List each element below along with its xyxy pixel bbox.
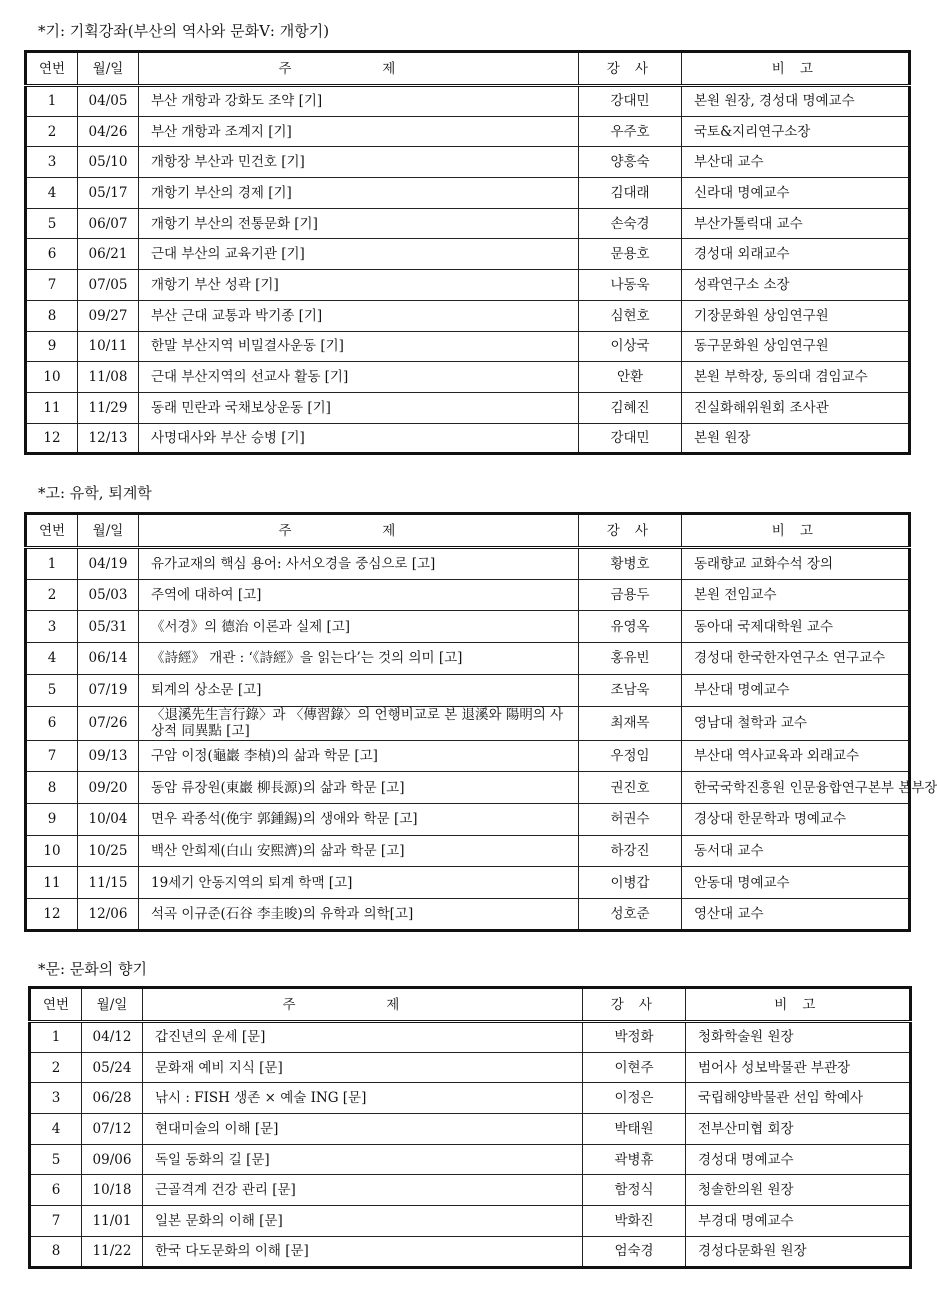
table-row [30, 1175, 911, 1206]
cell-topic: 동암 류장원(東巖 柳長源)의 삶과 학문 [고] [139, 772, 579, 804]
cell-no: 3 [26, 611, 78, 643]
cell-date: 10/18 [82, 1175, 143, 1206]
cell-date: 11/22 [82, 1236, 143, 1267]
cell-lecturer: 안환 [579, 362, 682, 393]
header-lecturer: 강 사 [579, 514, 682, 548]
table-row [26, 835, 910, 867]
cell-note: 국토&지리연구소장 [682, 116, 910, 147]
cell-note: 부산대 교수 [682, 147, 910, 178]
cell-no: 7 [30, 1206, 82, 1237]
table-row [30, 1114, 911, 1145]
cell-topic: 백산 안희제(白山 安熙濟)의 삶과 학문 [고] [139, 835, 579, 867]
cell-no: 12 [26, 423, 78, 454]
cell-date: 07/26 [78, 706, 139, 740]
cell-lecturer: 이상국 [579, 331, 682, 362]
cell-no: 5 [26, 208, 78, 239]
cell-lecturer: 김대래 [579, 178, 682, 209]
header-note: 비 고 [682, 514, 910, 548]
cell-no: 2 [30, 1052, 82, 1083]
cell-date: 12/06 [78, 899, 139, 931]
cell-lecturer: 홍유빈 [579, 643, 682, 675]
header-lecturer: 강 사 [579, 52, 682, 86]
cell-lecturer: 강대민 [579, 86, 682, 117]
cell-no: 12 [26, 899, 78, 931]
cell-date: 10/04 [78, 804, 139, 836]
cell-topic: 현대미술의 이해 [문] [143, 1114, 583, 1145]
cell-date: 11/29 [78, 392, 139, 423]
cell-topic: 부산 개항과 강화도 조약 [기] [139, 86, 579, 117]
cell-lecturer: 박태원 [583, 1114, 686, 1145]
table-row [30, 1144, 911, 1175]
table-row [26, 674, 910, 706]
cell-date: 11/15 [78, 867, 139, 899]
cell-topic: 한말 부산지역 비밀결사운동 [기] [139, 331, 579, 362]
cell-date: 10/25 [78, 835, 139, 867]
cell-note: 부산대 역사교육과 외래교수 [682, 740, 910, 772]
cell-lecturer: 허권수 [579, 804, 682, 836]
header-topic: 주 제 [143, 988, 583, 1022]
cell-topic: 사명대사와 부산 승병 [기] [139, 423, 579, 454]
header-no: 연번 [26, 514, 78, 548]
cell-topic: 《서경》의 德治 이론과 실제 [고] [139, 611, 579, 643]
cell-no: 4 [30, 1114, 82, 1145]
cell-date: 04/05 [78, 86, 139, 117]
header-lecturer: 강 사 [583, 988, 686, 1022]
cell-lecturer: 황병호 [579, 548, 682, 580]
cell-topic: 면우 곽종석(俛宇 郭鍾錫)의 생애와 학문 [고] [139, 804, 579, 836]
cell-note: 본원 원장 [682, 423, 910, 454]
header-no: 연번 [26, 52, 78, 86]
cell-date: 11/08 [78, 362, 139, 393]
table-row [26, 804, 910, 836]
cell-note: 신라대 명예교수 [682, 178, 910, 209]
table-row [26, 208, 910, 239]
cell-note: 부경대 명예교수 [686, 1206, 911, 1237]
cell-note: 본원 부학장, 동의대 겸임교수 [682, 362, 910, 393]
table-row [26, 548, 910, 580]
cell-date: 05/24 [82, 1052, 143, 1083]
table-row [26, 300, 910, 331]
cell-date: 09/13 [78, 740, 139, 772]
table-row [26, 611, 910, 643]
cell-no: 4 [26, 178, 78, 209]
cell-no: 6 [30, 1175, 82, 1206]
cell-lecturer: 성호준 [579, 899, 682, 931]
cell-no: 7 [26, 270, 78, 301]
table-row [30, 1206, 911, 1237]
section-title-gi: *기: 기획강좌(부산의 역사와 문화Ⅴ: 개항기) [38, 22, 330, 40]
table-header-row [30, 988, 911, 1022]
cell-date: 04/12 [82, 1022, 143, 1053]
cell-lecturer: 문용호 [579, 239, 682, 270]
cell-lecturer: 유영옥 [579, 611, 682, 643]
cell-lecturer: 강대민 [579, 423, 682, 454]
cell-lecturer: 엄숙경 [583, 1236, 686, 1267]
table-row [26, 331, 910, 362]
cell-topic: 부산 근대 교통과 박기종 [기] [139, 300, 579, 331]
cell-lecturer: 박정화 [583, 1022, 686, 1053]
cell-no: 4 [26, 643, 78, 675]
cell-no: 2 [26, 579, 78, 611]
cell-no: 3 [30, 1083, 82, 1114]
cell-date: 06/21 [78, 239, 139, 270]
cell-date: 05/17 [78, 178, 139, 209]
cell-topic: 유가교재의 핵심 용어: 사서오경을 중심으로 [고] [139, 548, 579, 580]
table-row [26, 706, 910, 740]
cell-topic: 퇴계의 상소문 [고] [139, 674, 579, 706]
table-row [30, 1022, 911, 1053]
cell-note: 진실화해위원회 조사관 [682, 392, 910, 423]
cell-no: 7 [26, 740, 78, 772]
table-row [26, 178, 910, 209]
header-date: 월/일 [78, 514, 139, 548]
cell-note: 동아대 국제대학원 교수 [682, 611, 910, 643]
cell-lecturer: 최재목 [579, 706, 682, 740]
table-row [26, 116, 910, 147]
table-row [26, 423, 910, 454]
cell-date: 07/05 [78, 270, 139, 301]
header-date: 월/일 [82, 988, 143, 1022]
cell-note: 경성다문화원 원장 [686, 1236, 911, 1267]
cell-no: 6 [26, 239, 78, 270]
cell-no: 1 [26, 548, 78, 580]
cell-note: 경성대 한국한자연구소 연구교수 [682, 643, 910, 675]
section-title-go: *고: 유학, 퇴계학 [38, 484, 152, 502]
cell-no: 11 [26, 867, 78, 899]
cell-date: 09/20 [78, 772, 139, 804]
table-row [26, 362, 910, 393]
header-note: 비 고 [682, 52, 910, 86]
cell-topic: 《詩經》 개관 : ‘《詩經》을 읽는다’는 것의 의미 [고] [139, 643, 579, 675]
cell-topic: 석곡 이규준(石谷 李圭晙)의 유학과 의학[고] [139, 899, 579, 931]
schedule-table-mun [28, 986, 912, 1269]
cell-topic: 〈退溪先生言行錄〉과 〈傳習錄〉의 언행비교로 본 退溪와 陽明의 사상적 同異點 [고] [139, 706, 579, 740]
cell-lecturer: 이병갑 [579, 867, 682, 899]
cell-date: 07/19 [78, 674, 139, 706]
cell-topic: 낚시 : FISH 생존 × 예술 ING [문] [143, 1083, 583, 1114]
cell-no: 9 [26, 331, 78, 362]
table-row [30, 1083, 911, 1114]
cell-date: 09/06 [82, 1144, 143, 1175]
cell-note: 청화학술원 원장 [686, 1022, 911, 1053]
cell-note: 부산가톨릭대 교수 [682, 208, 910, 239]
cell-topic: 문화재 예비 지식 [문] [143, 1052, 583, 1083]
table-row [26, 643, 910, 675]
cell-lecturer: 이정은 [583, 1083, 686, 1114]
table-row [26, 270, 910, 301]
cell-no: 6 [26, 706, 78, 740]
cell-topic: 근골격계 건강 관리 [문] [143, 1175, 583, 1206]
cell-no: 3 [26, 147, 78, 178]
cell-lecturer: 심현호 [579, 300, 682, 331]
table-row [26, 867, 910, 899]
cell-topic: 근대 부산의 교육기관 [기] [139, 239, 579, 270]
cell-date: 05/03 [78, 579, 139, 611]
cell-no: 8 [26, 300, 78, 331]
cell-no: 5 [26, 674, 78, 706]
cell-date: 12/13 [78, 423, 139, 454]
header-date: 월/일 [78, 52, 139, 86]
table-header-row [26, 52, 910, 86]
cell-lecturer: 조남욱 [579, 674, 682, 706]
cell-date: 09/27 [78, 300, 139, 331]
schedule-table-gi [24, 50, 911, 455]
table-row [30, 1052, 911, 1083]
cell-topic: 갑진년의 운세 [문] [143, 1022, 583, 1053]
cell-note: 국립해양박물관 선임 학예사 [686, 1083, 911, 1114]
table-row [26, 86, 910, 117]
cell-date: 06/14 [78, 643, 139, 675]
cell-note: 경성대 외래교수 [682, 239, 910, 270]
cell-topic: 부산 개항과 조계지 [기] [139, 116, 579, 147]
cell-lecturer: 이현주 [583, 1052, 686, 1083]
cell-date: 07/12 [82, 1114, 143, 1145]
cell-topic: 개항장 부산과 민건호 [기] [139, 147, 579, 178]
cell-topic: 개항기 부산의 전통문화 [기] [139, 208, 579, 239]
cell-no: 1 [30, 1022, 82, 1053]
cell-date: 04/19 [78, 548, 139, 580]
cell-note: 전부산미협 회장 [686, 1114, 911, 1145]
cell-topic: 주역에 대하여 [고] [139, 579, 579, 611]
cell-topic: 구암 이정(龜巖 李楨)의 삶과 학문 [고] [139, 740, 579, 772]
cell-no: 8 [26, 772, 78, 804]
cell-lecturer: 양흥숙 [579, 147, 682, 178]
cell-no: 1 [26, 86, 78, 117]
cell-date: 05/31 [78, 611, 139, 643]
cell-lecturer: 김혜진 [579, 392, 682, 423]
cell-date: 10/11 [78, 331, 139, 362]
cell-note: 성곽연구소 소장 [682, 270, 910, 301]
cell-no: 8 [30, 1236, 82, 1267]
cell-note: 영남대 철학과 교수 [682, 706, 910, 740]
cell-no: 10 [26, 835, 78, 867]
header-topic: 주 제 [139, 52, 579, 86]
cell-topic: 일본 문화의 이해 [문] [143, 1206, 583, 1237]
header-note: 비 고 [686, 988, 911, 1022]
table-row [30, 1236, 911, 1267]
table-row [26, 899, 910, 931]
cell-topic: 근대 부산지역의 선교사 활동 [기] [139, 362, 579, 393]
table-row [26, 579, 910, 611]
cell-lecturer: 나동욱 [579, 270, 682, 301]
table-row [26, 147, 910, 178]
cell-no: 9 [26, 804, 78, 836]
cell-topic: 개항기 부산 성곽 [기] [139, 270, 579, 301]
table-header-row [26, 514, 910, 548]
section-title-mun: *문: 문화의 향기 [38, 960, 148, 978]
cell-no: 10 [26, 362, 78, 393]
cell-lecturer: 함정식 [583, 1175, 686, 1206]
cell-note: 영산대 교수 [682, 899, 910, 931]
cell-note: 한국국학진흥원 인문융합연구본부 본부장 [682, 772, 910, 804]
cell-note: 동래향교 교화수석 장의 [682, 548, 910, 580]
cell-note: 경상대 한문학과 명예교수 [682, 804, 910, 836]
cell-no: 11 [26, 392, 78, 423]
table-row [26, 392, 910, 423]
cell-topic: 19세기 안동지역의 퇴계 학맥 [고] [139, 867, 579, 899]
cell-topic: 개항기 부산의 경제 [기] [139, 178, 579, 209]
table-row [26, 772, 910, 804]
table-row [26, 239, 910, 270]
cell-date: 06/07 [78, 208, 139, 239]
cell-note: 부산대 명예교수 [682, 674, 910, 706]
cell-date: 11/01 [82, 1206, 143, 1237]
table-row [26, 740, 910, 772]
cell-lecturer: 우주호 [579, 116, 682, 147]
cell-topic: 동래 민란과 국채보상운동 [기] [139, 392, 579, 423]
cell-note: 동서대 교수 [682, 835, 910, 867]
cell-note: 동구문화원 상임연구원 [682, 331, 910, 362]
cell-lecturer: 손숙경 [579, 208, 682, 239]
header-topic: 주 제 [139, 514, 579, 548]
cell-lecturer: 하강진 [579, 835, 682, 867]
cell-lecturer: 곽병휴 [583, 1144, 686, 1175]
cell-lecturer: 박화진 [583, 1206, 686, 1237]
cell-note: 범어사 성보박물관 부관장 [686, 1052, 911, 1083]
cell-topic: 독일 동화의 길 [문] [143, 1144, 583, 1175]
cell-note: 기장문화원 상임연구원 [682, 300, 910, 331]
cell-lecturer: 금용두 [579, 579, 682, 611]
cell-no: 5 [30, 1144, 82, 1175]
cell-date: 04/26 [78, 116, 139, 147]
cell-topic: 한국 다도문화의 이해 [문] [143, 1236, 583, 1267]
cell-lecturer: 우정임 [579, 740, 682, 772]
cell-date: 06/28 [82, 1083, 143, 1114]
cell-note: 본원 원장, 경성대 명예교수 [682, 86, 910, 117]
cell-note: 경성대 명예교수 [686, 1144, 911, 1175]
schedule-table-go [24, 512, 937, 932]
cell-lecturer: 권진호 [579, 772, 682, 804]
cell-date: 05/10 [78, 147, 139, 178]
header-no: 연번 [30, 988, 82, 1022]
cell-note: 청솔한의원 원장 [686, 1175, 911, 1206]
cell-no: 2 [26, 116, 78, 147]
cell-note: 안동대 명예교수 [682, 867, 910, 899]
cell-note: 본원 전임교수 [682, 579, 910, 611]
